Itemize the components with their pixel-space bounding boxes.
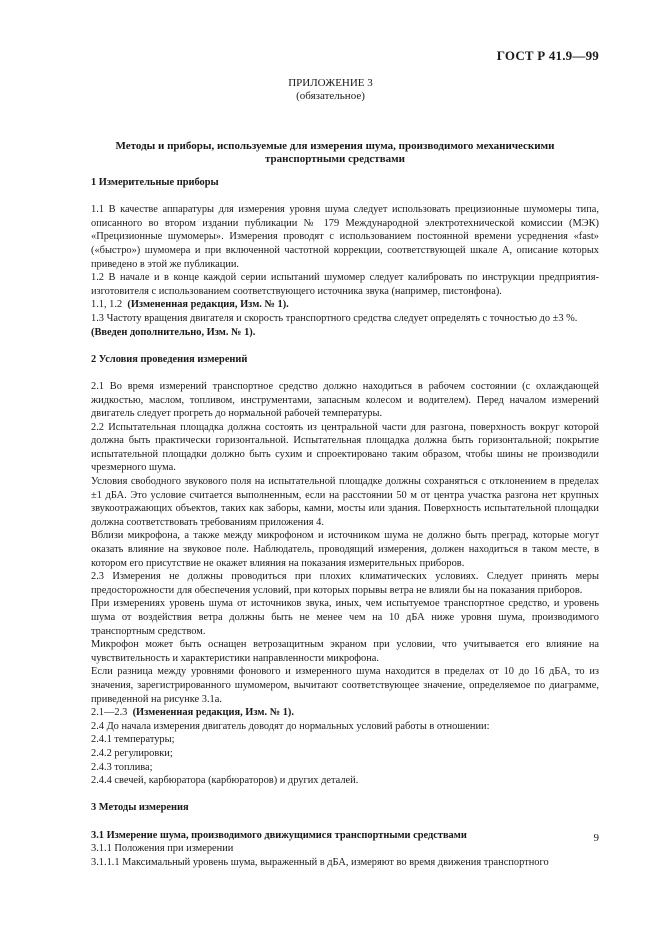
paragraph-2-3: 2.3 Измерения не должны проводиться при плохих климатических условиях. Следует принять меры предосторожности для обеспечения условий, при которых порывы ветра не влияли бы на показания приборов. xyxy=(91,571,599,596)
section-1-heading: 1 Измерительные приборы xyxy=(91,177,219,188)
paragraph-2-3-windscreen: Микрофон может быть оснащен ветрозащитным экраном при условии, что учитывается его влияние на чувствительность и характеристики направленности микрофона. xyxy=(91,639,599,664)
paragraph-3-1-1-1: 3.1.1.1 Максимальный уровень шума, выраженный в дБА, измеряют во время движения транспортного xyxy=(91,856,549,868)
appendix-title: ПРИЛОЖЕНИЕ 3 xyxy=(288,77,373,89)
document-title-line-2: транспортными средствами xyxy=(265,153,405,165)
paragraph-2-2: 2.2 Испытательная площадка должна состоять из центральной части для разгона, поверхность вокруг которой должна быть практически горизонтальной. Испытательная площадка должна быть горизонтальной; покрытие испытательной площадки должно быть сухим и спроектировано таким образом, чтобы шины не производили чрезмерного шума. xyxy=(91,421,599,474)
paragraph-2-2-free-field: Условия свободного звукового поля на испытательной площадке должны сохраняться с отклонением в пределах ±1 дБА. Это условие считается выполненным, если на расстоянии 50 м от центра участка разгона нет крупных звукоотражающих объектов, таких как заборы, камни, мосты или здания. Поверхность испытательной площадки должна соответствовать требованиям приложения 4. xyxy=(91,476,599,528)
amendment-note-1-text: (Измененная редакция, Изм. № 1). xyxy=(127,299,289,311)
paragraph-2-4-2: 2.4.2 регулировки; xyxy=(91,747,173,759)
appendix-header xyxy=(0,77,661,103)
amendment-note-1 xyxy=(91,298,599,312)
paragraph-2-4-1: 2.4.1 температуры; xyxy=(91,734,175,746)
paragraph-2-1: 2.1 Во время измерений транспортное средство должно находиться в рабочем состоянии (с охлаждающей жидкостью, маслом, топливом, инструментами, запасным колесом и водителем). Перед началом измерений двигатель следует прогреть до нормальной рабочей температуры. xyxy=(91,380,599,420)
paragraph-2-4: 2.4 До начала измерения двигатель доводят до нормальных условий работы в отношении: xyxy=(91,720,490,732)
paragraph-2-4-4: 2.4.4 свечей, карбюратора (карбюраторов) и других деталей. xyxy=(91,775,359,787)
amendment-note-2-text: (Измененная редакция, Изм. № 1). xyxy=(132,707,294,719)
section-3-heading: 3 Методы измерения xyxy=(91,802,189,814)
amendment-note-1-clauses: 1.1, 1.2 xyxy=(91,299,123,311)
added-note: (Введен дополнительно, Изм. № 1). xyxy=(91,326,256,338)
page-number: 9 xyxy=(593,832,599,844)
appendix-subtitle: (обязательное) xyxy=(296,90,365,102)
section-2-heading: 2 Условия проведения измерений xyxy=(91,353,248,365)
paragraph-1-3: 1.3 Частоту вращения двигателя и скорость транспортного средства следует определять с точностью до ±3 %. xyxy=(91,312,578,324)
paragraph-2-4-3: 2.4.3 топлива; xyxy=(91,761,153,773)
subsection-3-1-heading: 3.1 Измерение шума, производимого движущимися транспортными средствами xyxy=(91,829,467,841)
paragraph-2-3-background-noise: При измерениях уровень шума от источников звука, иных, чем испытуемое транспортное средство, и уровень шума от воздействия ветра должны быть не менее чем на 10 дБА ниже уровня шума, производимого транспортным средством. xyxy=(91,598,599,637)
paragraph-2-2-microphone: Вблизи микрофона, а также между микрофоном и источником шума не должно быть преград, которые могут оказать влияние на звуковое поле. Наблюдатель, проводящий измерения, должен находиться в таком месте, в котором его присутствие не окажет влияния на показания измерительных приборов. xyxy=(91,530,599,569)
paragraph-3-1-1: 3.1.1 Положения при измерении xyxy=(91,843,234,855)
standard-code: ГОСТ Р 41.9—99 xyxy=(496,48,599,63)
paragraph-2-3-correction: Если разница между уровнями фонового и измеренного шума находится в пределах от 10 до 16 дБА, то из значения, зарегистрированного шумомером, вычитают соответствующее значение, определяемое по диаграмме, приведенной на рисунке 3.1а. xyxy=(91,666,599,705)
document-title xyxy=(90,140,580,166)
document-body xyxy=(91,176,599,869)
document-title-line-1: Методы и приборы, используемые для измерения шума, производимого механическими xyxy=(115,140,555,152)
paragraph-1-2: 1.2 В начале и в конце каждой серии испытаний шумомер следует калибровать по инструкции предприятия-изготовителя с использованием соответствующего источника звука (например, пистонфона). xyxy=(91,272,599,297)
amendment-note-2-clauses: 2.1—2.3 xyxy=(91,707,128,719)
amendment-note-2 xyxy=(91,706,599,720)
paragraph-1-1: 1.1 В качестве аппаратуры для измерения уровня шума следует использовать прецизионные шумомеры типа, описанного во втором издании публикации № 179 Международной электротехнической комиссии (МЭК) «Прецизионные шумомеры». Измерения проводят с использованием постоянной времени усреднения «fast» («быстро») шумомера и при включенной частотной коррекции, соответствующей шкале А, описание которых приведено в этой же публикации. xyxy=(91,204,599,270)
